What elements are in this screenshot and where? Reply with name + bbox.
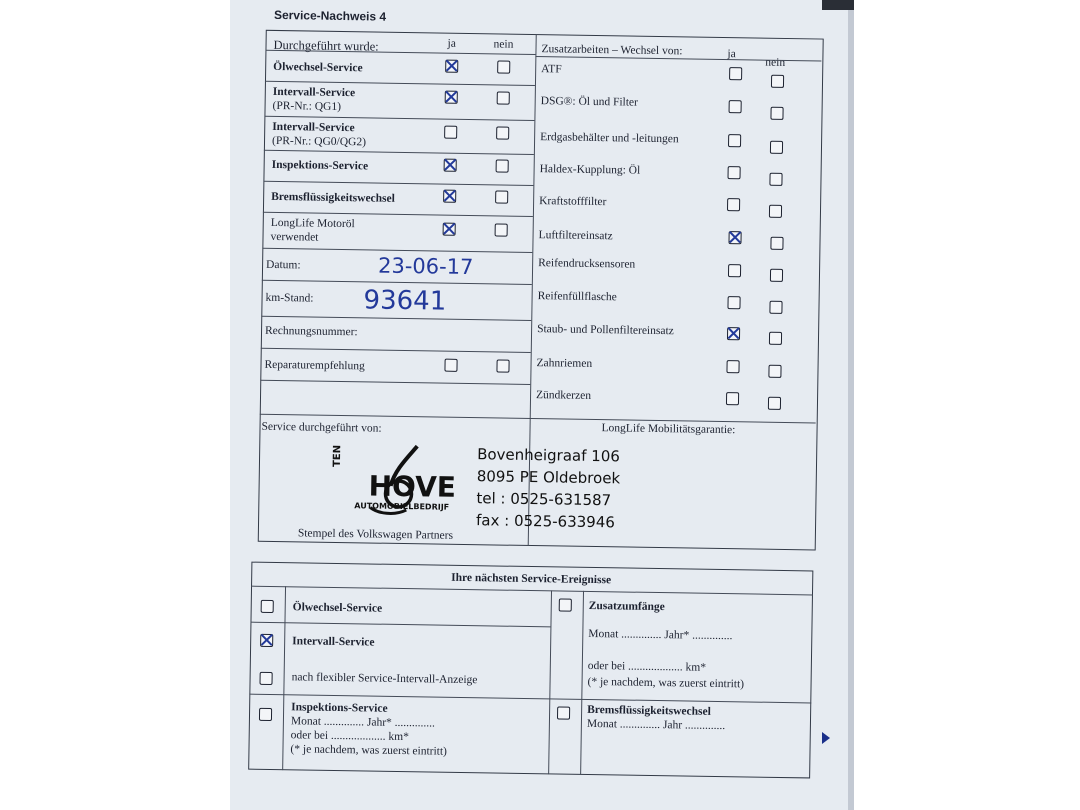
left-row-label: Intervall-Service: [272, 85, 356, 100]
right-row-label: Zündkerzen: [535, 389, 592, 402]
right-table-heading: Zusatzarbeiten – Wechsel von:: [541, 43, 683, 58]
intervall-qg0-nein-checkbox[interactable]: [496, 126, 509, 139]
datum-handwritten: 23-06-17: [377, 253, 474, 280]
intervall-qg1-nein-checkbox[interactable]: [497, 91, 510, 104]
atf-nein-checkbox[interactable]: [771, 75, 784, 88]
intervall-next-checkbox[interactable]: [260, 634, 273, 647]
zusatz-next-checkbox[interactable]: [559, 598, 572, 611]
km-handwritten: 93641: [363, 285, 447, 317]
haldex-ja-checkbox[interactable]: [727, 166, 740, 179]
left-row-sub: (PR-Nr.: QG0/QG2): [271, 134, 367, 149]
brems-next-label: Bremsflüssigkeitswechsel: [587, 703, 711, 718]
right-col-nein: nein: [765, 56, 786, 69]
logo-text-hove: HOVE: [368, 469, 457, 504]
stamp-address-line: Bovenheigraaf 106: [477, 445, 621, 466]
right-row-label: Luftfiltereinsatz: [538, 229, 613, 243]
inspektion-next-checkbox[interactable]: [259, 708, 272, 721]
zusatz-next-label: Zusatzumfänge: [588, 599, 665, 614]
stamp-address-line: tel : 0525-631587: [476, 489, 612, 510]
brems-next-monat: Monat .............. Jahr ..............: [586, 717, 726, 733]
page-title: Service-Nachweis 4: [273, 7, 387, 24]
oelwechsel-next-checkbox[interactable]: [261, 600, 274, 613]
service-by-label: Service durchgeführt von:: [261, 420, 382, 435]
erdgas-ja-checkbox[interactable]: [728, 134, 741, 147]
inspektion-nein-checkbox[interactable]: [496, 159, 509, 172]
zusatz-next-monat: Monat .............. Jahr* ..............: [588, 627, 733, 643]
rechnung-label: Rechnungsnummer:: [264, 324, 358, 339]
inspektion-next-label: Inspektions-Service: [291, 701, 388, 715]
longlife-ja-checkbox[interactable]: [443, 223, 456, 236]
right-col-ja: ja: [727, 48, 736, 61]
inspektion-ja-checkbox[interactable]: [444, 159, 457, 172]
zuendkerzen-nein-checkbox[interactable]: [768, 397, 781, 410]
zusatz-next-note: (* je nachdem, was zuerst eintritt): [587, 675, 745, 691]
right-row-label: Reifenfüllflasche: [537, 290, 617, 304]
inspektion-next-km: oder bei ................... km*: [290, 729, 409, 744]
dsg-nein-checkbox[interactable]: [770, 107, 783, 120]
reifenfuell-ja-checkbox[interactable]: [727, 296, 740, 309]
reifendruck-ja-checkbox[interactable]: [728, 264, 741, 277]
next-events-title: Ihre nächsten Service-Ereignisse: [451, 571, 612, 587]
right-row-label: Erdgasbehälter und -leitungen: [540, 131, 679, 146]
luftfilter-ja-checkbox[interactable]: [728, 231, 741, 244]
pollenfilter-nein-checkbox[interactable]: [769, 332, 782, 345]
oelwechsel-next-label: Ölwechsel-Service: [292, 601, 383, 615]
left-row-label: Ölwechsel-Service: [273, 60, 363, 75]
reifenfuell-nein-checkbox[interactable]: [769, 301, 782, 314]
intervall-next-label: Intervall-Service: [292, 635, 375, 649]
booklet-cover-corner: [822, 0, 854, 10]
right-row-label: Haldex-Kupplung: Öl: [539, 163, 641, 177]
booklet-page-edge: [848, 0, 854, 810]
stamp-address-line: 8095 PE Oldebroek: [476, 467, 621, 488]
zuendkerzen-ja-checkbox[interactable]: [726, 392, 739, 405]
intervall-qg0-ja-checkbox[interactable]: [444, 126, 457, 139]
luftfilter-nein-checkbox[interactable]: [770, 237, 783, 250]
stempel-label: Stempel des Volkswagen Partners: [297, 527, 454, 542]
datum-label: Datum:: [265, 258, 301, 272]
inspektion-next-note: (* je nachdem, was zuerst eintritt): [290, 743, 448, 758]
flexibel-next-checkbox[interactable]: [259, 672, 272, 685]
zahnriemen-nein-checkbox[interactable]: [768, 365, 781, 378]
pollenfilter-ja-checkbox[interactable]: [727, 327, 740, 340]
service-booklet-page: [230, 0, 848, 810]
kraftstoff-ja-checkbox[interactable]: [727, 198, 740, 211]
kraftstoff-nein-checkbox[interactable]: [769, 205, 782, 218]
reparatur-nein-checkbox[interactable]: [496, 359, 509, 372]
reparatur-ja-checkbox[interactable]: [444, 359, 457, 372]
zahnriemen-ja-checkbox[interactable]: [726, 360, 739, 373]
bremsfluessigkeit-ja-checkbox[interactable]: [443, 190, 456, 203]
page-turn-arrow-icon[interactable]: [822, 732, 830, 744]
left-row-label: LongLife Motoröl: [270, 216, 355, 231]
oelwechsel-nein-checkbox[interactable]: [497, 60, 510, 73]
reifendruck-nein-checkbox[interactable]: [770, 269, 783, 282]
intervall-qg1-ja-checkbox[interactable]: [445, 91, 458, 104]
right-row-label: DSG®: Öl und Filter: [540, 95, 639, 109]
left-col-nein: nein: [493, 38, 514, 51]
left-col-ja: ja: [447, 37, 456, 50]
haldex-nein-checkbox[interactable]: [769, 173, 782, 186]
logo-text-ten: TEN: [331, 444, 344, 468]
right-row-label: Kraftstofffilter: [539, 195, 607, 209]
left-table-heading: Durchgeführt wurde:: [273, 37, 379, 54]
longlife-nein-checkbox[interactable]: [495, 223, 508, 236]
right-row-label: Staub- und Pollenfiltereinsatz: [537, 323, 674, 338]
brems-next-checkbox[interactable]: [557, 706, 570, 719]
dsg-ja-checkbox[interactable]: [729, 100, 742, 113]
oelwechsel-ja-checkbox[interactable]: [445, 60, 458, 73]
atf-ja-checkbox[interactable]: [729, 67, 742, 80]
left-row-sub: verwendet: [270, 230, 319, 244]
right-row-label: Reifendrucksensoren: [538, 257, 636, 271]
mobilitaetsgarantie-label: LongLife Mobilitätsgarantie:: [601, 422, 736, 437]
logo-text-sub: AUTOMOBIELBEDRIJF: [354, 501, 450, 512]
flexibel-next-label: nach flexibler Service-Intervall-Anzeige: [291, 671, 478, 687]
left-row-label: Intervall-Service: [272, 120, 355, 135]
km-label: km-Stand:: [265, 291, 314, 305]
stamp-address-line: fax : 0525-633946: [475, 511, 616, 532]
left-row-label: Inspektions-Service: [271, 158, 369, 173]
inspektion-next-monat: Monat .............. Jahr* ..............: [290, 715, 436, 730]
reparatur-label: Reparaturempfehlung: [264, 358, 365, 373]
left-row-sub: (PR-Nr.: QG1): [272, 99, 342, 113]
bremsfluessigkeit-nein-checkbox[interactable]: [495, 190, 508, 203]
right-row-label: Zahnriemen: [536, 357, 593, 370]
left-row-label: Bremsflüssigkeitswechsel: [271, 190, 395, 205]
erdgas-nein-checkbox[interactable]: [770, 141, 783, 154]
right-row-label: ATF: [541, 63, 562, 76]
zusatz-next-km: oder bei ................... km*: [587, 659, 707, 674]
